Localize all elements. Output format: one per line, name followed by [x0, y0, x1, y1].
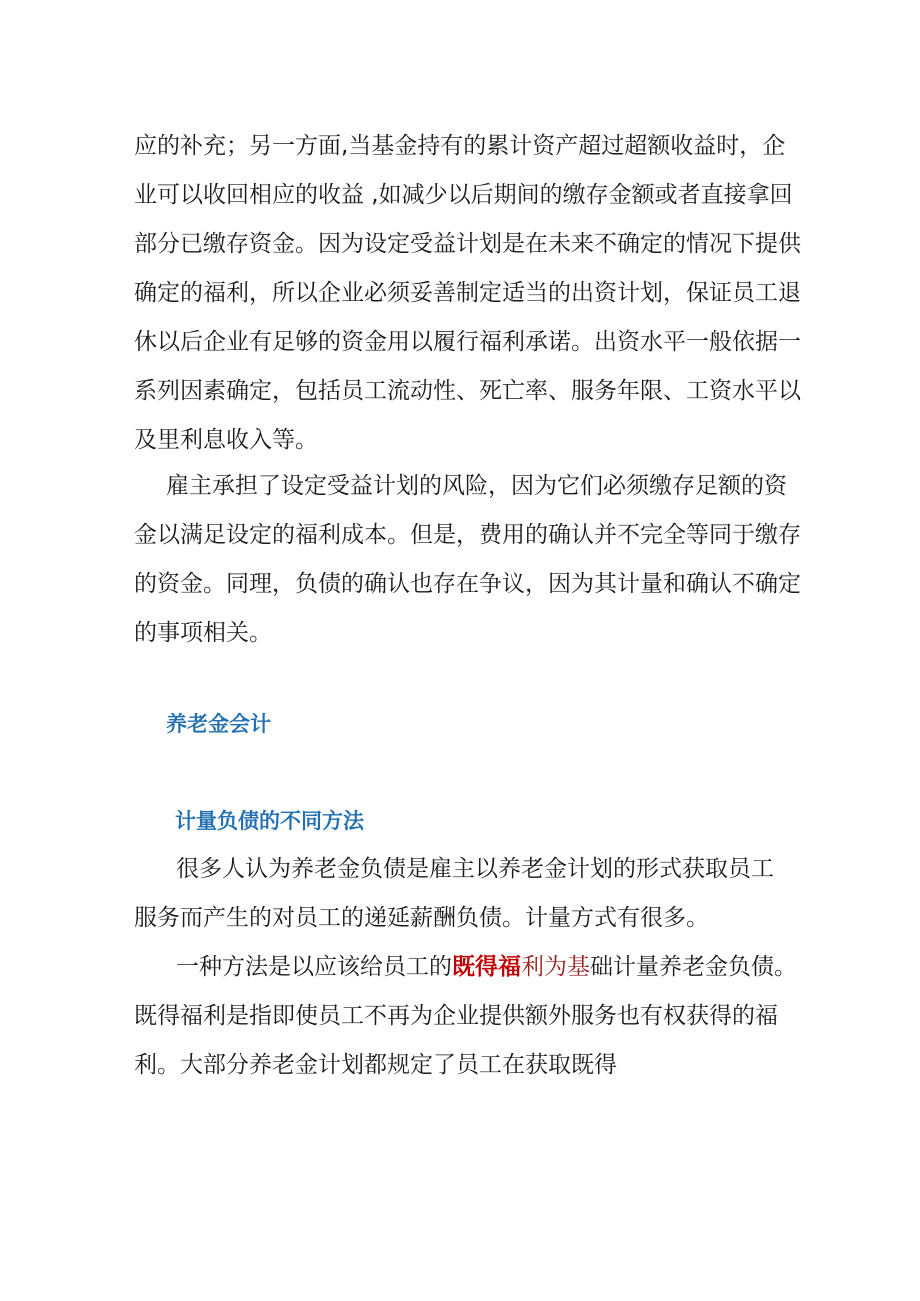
paragraph-4	[134, 943, 796, 1090]
paragraph-4-line: 利。大部分养老金计划都规定了员工在获取既得	[134, 1052, 617, 1078]
highlighted-term-bold: 既得福	[452, 954, 521, 980]
paragraph-3-line: 很多人认为养老金负债是雇主以养老金计划的形式获取员工	[176, 856, 774, 882]
paragraph-1	[134, 122, 801, 465]
paragraph-2-line: 金以满足设定的福利成本。但是，费用的确认并不完全等同于缴存	[134, 522, 801, 548]
highlighted-term: 利为基	[521, 954, 590, 980]
paragraph-1-line: 系列因素确定，包括员工流动性、死亡率、服务年限、工资水平以	[134, 378, 801, 404]
paragraph-1-line: 确定的福利，所以企业必须妥善制定适当的出资计划，保证员工退	[134, 280, 801, 306]
paragraph-1-line: 及里利息收入等。	[134, 427, 318, 453]
paragraph-2-line: 的事项相关。	[134, 620, 272, 646]
paragraph-3	[134, 845, 796, 943]
paragraph-2	[134, 462, 801, 658]
paragraph-1-line: 业可以收回相应的收益 ,如减少以后期间的缴存金额或者直接拿回	[134, 182, 793, 208]
text-run: 础计量养老金负债。	[590, 954, 797, 980]
paragraph-1-line: 部分已缴存资金。因为设定受益计划是在未来不确定的情况下提供	[134, 231, 801, 257]
text-run: 一种方法是以应该给员工的	[176, 954, 452, 980]
paragraph-1-line: 休以后企业有足够的资金用以履行福利承诺。出资水平一般依据一	[134, 329, 801, 355]
subsection-heading: 计量负债的不同方法	[175, 809, 364, 833]
paragraph-1-line: 应的补充；另一方面,当基金持有的累计资产超过超额收益时，企	[134, 133, 786, 159]
paragraph-3-line: 服务而产生的对员工的递延薪酬负债。计量方式有很多。	[134, 905, 709, 931]
paragraph-4-line: 既得福利是指即使员工不再为企业提供额外服务也有权获得的福	[134, 1003, 778, 1029]
paragraph-4-line	[134, 943, 796, 992]
paragraph-2-line: 雇主承担了设定受益计划的风险，因为它们必须缴存足额的资	[166, 473, 787, 499]
section-heading: 养老金会计	[166, 712, 271, 736]
paragraph-2-line: 的资金。同理，负债的确认也存在争议，因为其计量和确认不确定	[134, 571, 801, 597]
